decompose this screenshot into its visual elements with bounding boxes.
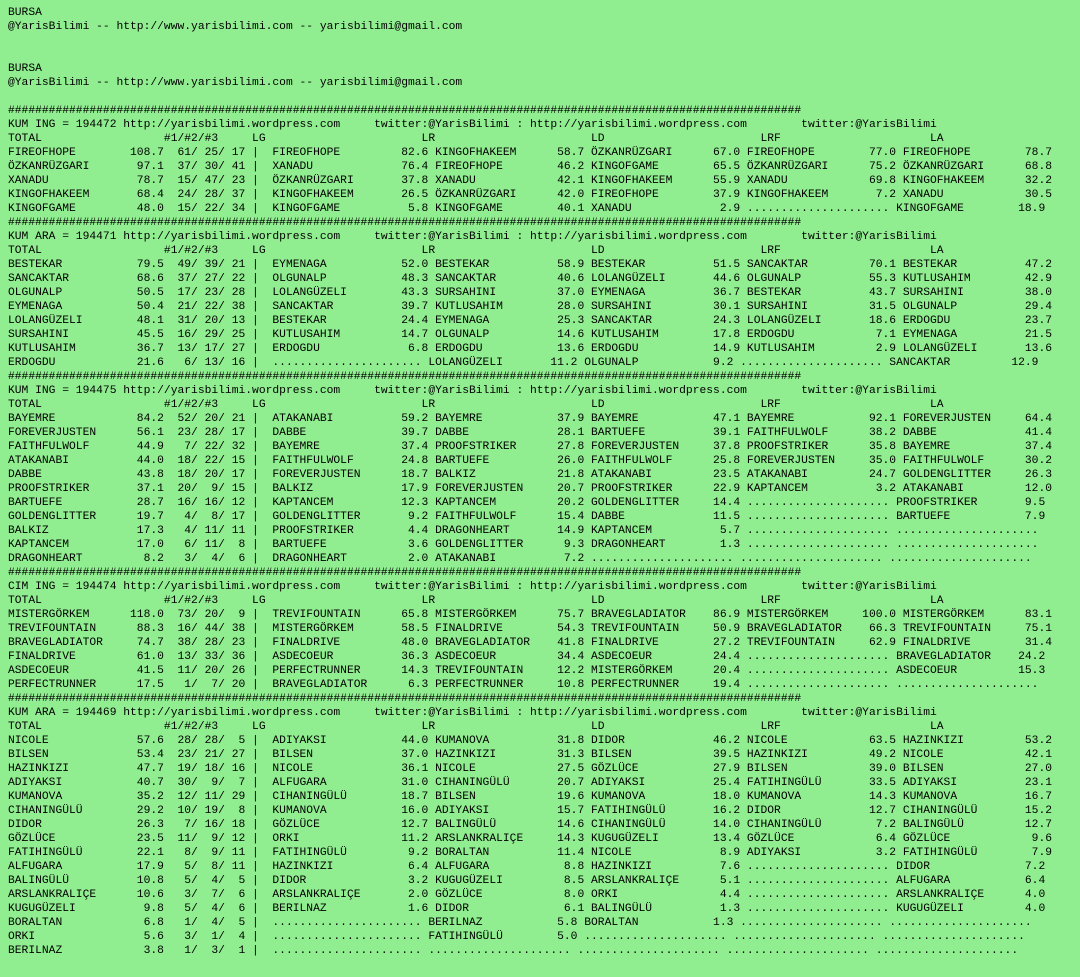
table-row: KUTLUSAHIM 36.7 13/ 17/ 27 | ERDOGDU 6.8 ERDOGDU 13.6 ERDOGDU 14.9 KUTLUSAHIM 2.9 LOLANGÜZELI 13.6 [8,343,1053,355]
table-row: EYMENAGA 50.4 21/ 22/ 38 | SANCAKTAR 39.7 KUTLUSAHIM 28.0 SURSAHINI 30.1 SURSAHINI 31.5 OLGUNALP 29.4 [8,301,1053,313]
column-header: TOTAL #1/#2/#3 LG LR LD LRF LA [8,133,944,145]
table-row: BERILNAZ 3.8 1/ 3/ 1 | ...................... ..................... ..................... ..................... ..................... [8,945,1019,957]
table-row: ALFUGARA 17.9 5/ 8/ 11 | HAZINKIZI 6.4 ALFUGARA 8.8 HAZINKIZI 7.6 ..................... DIDOR 7.2 [8,861,1046,873]
table-row: FAITHFULWOLF 44.9 7/ 22/ 32 | BAYEMRE 37.4 PROOFSTRIKER 27.8 FOREVERJUSTEN 37.8 PROOFSTRIKER 35.8 BAYEMRE 37.4 [8,441,1053,453]
spacer [8,48,1080,62]
separator-line: ##################################################################################################################### [8,217,802,229]
table-row: KAPTANCEM 17.0 6/ 11/ 8 | BARTUEFE 3.6 GOLDENGLITTER 9.3 DRAGONHEART 1.3 ..................... ..................... [8,539,1039,551]
table-row: ASDECOEUR 41.5 11/ 20/ 26 | PERFECTRUNNER 14.3 TREVIFOUNTAIN 12.2 MISTERGÖRKEM 20.4 ..................... ASDECOEUR 15.3 [8,665,1046,677]
column-header: TOTAL #1/#2/#3 LG LR LD LRF LA [8,721,944,733]
city-title: BURSA [8,63,42,75]
table-row: DABBE 43.8 18/ 20/ 17 | FOREVERJUSTEN 18.7 BALKIZ 21.8 ATAKANABI 23.5 ATAKANABI 24.7 GOLDENGLITTER 26.3 [8,469,1053,481]
table-row: OLGUNALP 50.5 17/ 23/ 28 | LOLANGÜZELI 43.3 SURSAHINI 37.0 EYMENAGA 36.7 BESTEKAR 43.7 SURSAHINI 38.0 [8,287,1053,299]
separator-line: ##################################################################################################################### [8,371,802,383]
table-row: BRAVEGLADIATOR 74.7 38/ 28/ 23 | FINALDRIVE 48.0 BRAVEGLADIATOR 41.8 FINALDRIVE 27.2 TREVIFOUNTAIN 62.9 FINALDRIVE 31.4 [8,637,1053,649]
race-tables [8,104,1080,958]
table-row: BALINGÜLÜ 10.8 5/ 4/ 5 | DIDOR 3.2 KUGUGÜZELI 8.5 ARSLANKRALIÇE 5.1 ..................... ALFUGARA 6.4 [8,875,1046,887]
race-section [8,216,1080,370]
race-section [8,104,1080,216]
table-row: ARSLANKRALIÇE 10.6 3/ 7/ 6 | ARSLANKRALIÇE 2.0 GÖZLÜCE 8.0 ORKI 4.4 ..................... ARSLANKRALIÇE 4.0 [8,889,1046,901]
table-row: KUGUGÜZELI 9.8 5/ 4/ 6 | BERILNAZ 1.6 DIDOR 6.1 BALINGÜLÜ 1.3 ..................... KUGUGÜZELI 4.0 [8,903,1046,915]
column-header: TOTAL #1/#2/#3 LG LR LD LRF LA [8,399,944,411]
table-row: LOLANGÜZELI 48.1 31/ 20/ 13 | BESTEKAR 24.4 EYMENAGA 25.3 SANCAKTAR 24.3 LOLANGÜZELI 18.6 ERDOGDU 23.7 [8,315,1053,327]
table-row: ATAKANABI 44.0 18/ 22/ 15 | FAITHFULWOLF 24.8 BARTUEFE 26.0 FAITHFULWOLF 25.8 FOREVERJUSTEN 35.0 FAITHFULWOLF 30.2 [8,455,1053,467]
table-row: TREVIFOUNTAIN 88.3 16/ 44/ 38 | MISTERGÖRKEM 58.5 FINALDRIVE 54.3 TREVIFOUNTAIN 50.9 BRAVEGLADIATOR 66.3 TREVIFOUNTAIN 75.1 [8,623,1053,635]
table-row: FIREOFHOPE 108.7 61/ 25/ 17 | FIREOFHOPE 82.6 KINGOFHAKEEM 58.7 ÖZKANRÜZGARI 67.0 FIREOFHOPE 77.0 FIREOFHOPE 78.7 [8,147,1053,159]
table-row: SANCAKTAR 68.6 37/ 27/ 22 | OLGUNALP 48.3 SANCAKTAR 40.6 LOLANGÜZELI 44.6 OLGUNALP 55.3 KUTLUSAHIM 42.9 [8,273,1053,285]
separator-line: ##################################################################################################################### [8,567,802,579]
separator-line: ##################################################################################################################### [8,693,802,705]
table-row: BORALTAN 6.8 1/ 4/ 5 | ...................... BERILNAZ 5.8 BORALTAN 1.3 ..................... ..................... [8,917,1032,929]
table-row: MISTERGÖRKEM 118.0 73/ 20/ 9 | TREVIFOUNTAIN 65.8 MISTERGÖRKEM 75.7 BRAVEGLADIATOR 86.9 MISTERGÖRKEM 100.0 MISTERGÖRKEM 83.1 [8,609,1053,621]
table-row: KUMANOVA 35.2 12/ 11/ 29 | CIHANINGÜLÜ 18.7 BILSEN 19.6 KUMANOVA 18.0 KUMANOVA 14.3 KUMANOVA 16.7 [8,791,1053,803]
header-block [8,6,1080,34]
city-title: BURSA [8,7,42,19]
credits-line[interactable]: @YarisBilimi -- http://www.yarisbilimi.com -- yarisbilimi@gmail.com [8,21,463,33]
table-row: DRAGONHEART 8.2 3/ 4/ 6 | DRAGONHEART 2.0 ATAKANABI 7.2 ..................... ..................... ..................... [8,553,1032,565]
table-row: NICOLE 57.6 28/ 28/ 5 | ADIYAKSI 44.0 KUMANOVA 31.8 DIDOR 46.2 NICOLE 63.5 HAZINKIZI 53.2 [8,735,1053,747]
table-row: BILSEN 53.4 23/ 21/ 27 | BILSEN 37.0 HAZINKIZI 31.3 BILSEN 39.5 HAZINKIZI 49.2 NICOLE 42.1 [8,749,1053,761]
table-row: FINALDRIVE 61.0 13/ 33/ 36 | ASDECOEUR 36.3 ASDECOEUR 34.4 ASDECOEUR 24.4 ..................... BRAVEGLADIATOR 24.2 [8,651,1046,663]
table-row: PERFECTRUNNER 17.5 1/ 7/ 20 | BRAVEGLADIATOR 6.3 PERFECTRUNNER 10.8 PERFECTRUNNER 19.4 ..................... ..................... [8,679,1039,691]
table-row: ERDOGDU 21.6 6/ 13/ 16 | ...................... LOLANGÜZELI 11.2 OLGUNALP 9.2 ..................... SANCAKTAR 12.9 [8,357,1039,369]
table-row: FATIHINGÜLÜ 22.1 8/ 9/ 11 | FATIHINGÜLÜ 9.2 BORALTAN 11.4 NICOLE 8.9 ADIYAKSI 3.2 FATIHINGÜLÜ 7.9 [8,847,1053,859]
race-title: CIM ING = 194474 http://yarisbilimi.wordpress.com twitter:@YarisBilimi : http://yarisbilimi.wordpress.com twitter:@YarisBilimi [8,581,937,593]
table-row: KINGOFGAME 48.0 15/ 22/ 34 | KINGOFGAME 5.8 KINGOFGAME 40.1 XANADU 2.9 ..................... KINGOFGAME 18.9 [8,203,1046,215]
race-section [8,566,1080,692]
column-header: TOTAL #1/#2/#3 LG LR LD LRF LA [8,595,944,607]
table-row: SURSAHINI 45.5 16/ 29/ 25 | KUTLUSAHIM 14.7 OLGUNALP 14.6 KUTLUSAHIM 17.8 ERDOGDU 7.1 EYMENAGA 21.5 [8,329,1053,341]
race-title: KUM ING = 194472 http://yarisbilimi.wordpress.com twitter:@YarisBilimi : http://yarisbilimi.wordpress.com twitter:@YarisBilimi [8,119,937,131]
table-row: CIHANINGÜLÜ 29.2 10/ 19/ 8 | KUMANOVA 16.0 ADIYAKSI 15.7 FATIHINGÜLÜ 16.2 DIDOR 12.7 CIHANINGÜLÜ 15.2 [8,805,1053,817]
table-row: BARTUEFE 28.7 16/ 16/ 12 | KAPTANCEM 12.3 KAPTANCEM 20.2 GOLDENGLITTER 14.4 ..................... PROOFSTRIKER 9.5 [8,497,1046,509]
race-section [8,692,1080,958]
table-row: DIDOR 26.3 7/ 16/ 18 | GÖZLÜCE 12.7 BALINGÜLÜ 14.6 CIHANINGÜLÜ 14.0 CIHANINGÜLÜ 7.2 BALINGÜLÜ 12.7 [8,819,1053,831]
table-row: GÖZLÜCE 23.5 11/ 9/ 12 | ORKI 11.2 ARSLANKRALIÇE 14.3 KUGUGÜZELI 13.4 GÖZLÜCE 6.4 GÖZLÜCE 9.6 [8,833,1053,845]
spacer [8,34,1080,48]
table-row: PROOFSTRIKER 37.1 20/ 9/ 15 | BALKIZ 17.9 FOREVERJUSTEN 20.7 PROOFSTRIKER 22.9 KAPTANCEM 3.2 ATAKANABI 12.0 [8,483,1053,495]
credits-line[interactable]: @YarisBilimi -- http://www.yarisbilimi.com -- yarisbilimi@gmail.com [8,77,463,89]
race-title: KUM ARA = 194471 http://yarisbilimi.wordpress.com twitter:@YarisBilimi : http://yarisbilimi.wordpress.com twitter:@YarisBilimi [8,231,937,243]
column-header: TOTAL #1/#2/#3 LG LR LD LRF LA [8,245,944,257]
table-row: KINGOFHAKEEM 68.4 24/ 28/ 37 | KINGOFHAKEEM 26.5 ÖZKANRÜZGARI 42.0 FIREOFHOPE 37.9 KINGOFHAKEEM 7.2 XANADU 30.5 [8,189,1053,201]
table-row: HAZINKIZI 47.7 19/ 18/ 16 | NICOLE 36.1 NICOLE 27.5 GÖZLÜCE 27.9 BILSEN 39.0 BILSEN 27.0 [8,763,1053,775]
table-row: BESTEKAR 79.5 49/ 39/ 21 | EYMENAGA 52.0 BESTEKAR 58.9 BESTEKAR 51.5 SANCAKTAR 70.1 BESTEKAR 47.2 [8,259,1053,271]
race-title: KUM ARA = 194469 http://yarisbilimi.wordpress.com twitter:@YarisBilimi : http://yarisbilimi.wordpress.com twitter:@YarisBilimi [8,707,937,719]
race-title: KUM ING = 194475 http://yarisbilimi.wordpress.com twitter:@YarisBilimi : http://yarisbilimi.wordpress.com twitter:@YarisBilimi [8,385,937,397]
header-block [8,62,1080,90]
separator-line: ##################################################################################################################### [8,105,802,117]
table-row: ORKI 5.6 3/ 1/ 4 | ...................... FATIHINGÜLÜ 5.0 ..................... ..................... ..................... [8,931,1025,943]
table-row: XANADU 78.7 15/ 47/ 23 | ÖZKANRÜZGARI 37.8 XANADU 42.1 KINGOFHAKEEM 55.9 XANADU 69.8 KINGOFHAKEEM 32.2 [8,175,1053,187]
spacer [8,90,1080,104]
header-blocks [8,6,1080,104]
table-row: BAYEMRE 84.2 52/ 20/ 21 | ATAKANABI 59.2 BAYEMRE 37.9 BAYEMRE 47.1 BAYEMRE 92.1 FOREVERJUSTEN 64.4 [8,413,1053,425]
table-row: BALKIZ 17.3 4/ 11/ 11 | PROOFSTRIKER 4.4 DRAGONHEART 14.9 KAPTANCEM 5.7 ..................... ..................... [8,525,1039,537]
table-row: ADIYAKSI 40.7 30/ 9/ 7 | ALFUGARA 31.0 CIHANINGÜLÜ 20.7 ADIYAKSI 25.4 FATIHINGÜLÜ 33.5 ADIYAKSI 23.1 [8,777,1053,789]
table-row: FOREVERJUSTEN 56.1 23/ 28/ 17 | DABBE 39.7 DABBE 28.1 BARTUEFE 39.1 FAITHFULWOLF 38.2 DABBE 41.4 [8,427,1053,439]
table-row: ÖZKANRÜZGARI 97.1 37/ 30/ 41 | XANADU 76.4 FIREOFHOPE 46.2 KINGOFGAME 65.5 ÖZKANRÜZGARI 75.2 ÖZKANRÜZGARI 68.8 [8,161,1053,173]
table-row: GOLDENGLITTER 19.7 4/ 8/ 17 | GOLDENGLITTER 9.2 FAITHFULWOLF 15.4 DABBE 11.5 ..................... BARTUEFE 7.9 [8,511,1046,523]
race-section [8,370,1080,566]
